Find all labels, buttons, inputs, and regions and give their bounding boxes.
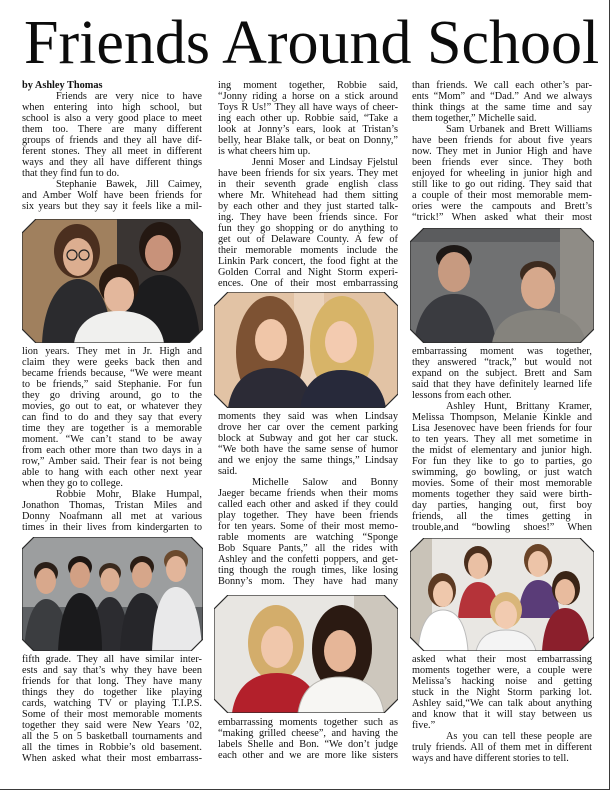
- article-text-line: they go driving around, go to the: [22, 390, 202, 401]
- article-text-line: and know that it will stay between us: [412, 709, 592, 720]
- article-text-line: Ashley and the confetti poppers, and get-: [218, 554, 398, 565]
- article-text-line: is what cheers him up.: [218, 146, 311, 157]
- column-3-text-bottom: [412, 654, 592, 764]
- article-text-line: to be friends,” said Stephanie. For fun: [22, 379, 202, 390]
- article-text-line: times in their lives from kindergarten to: [22, 522, 202, 533]
- headline: Friends Around School: [24, 9, 600, 77]
- article-text-line: each other and we are more like sisters: [218, 750, 398, 761]
- article-text-line: embarrassing moments together such as: [218, 717, 398, 728]
- article-text-line: moments together they said were birth-: [412, 489, 592, 500]
- article-text-line: ories were the campouts and Brett’s: [412, 201, 592, 212]
- article-text-line: Ashley said,“We can talk about anything: [412, 698, 592, 709]
- article-text-line: still like to go out riding. They said that: [412, 179, 592, 190]
- article-text-line: “making grilled cheese”, and having the: [218, 728, 398, 739]
- article-text-line: can find to do and they say that every: [22, 412, 202, 423]
- article-paragraph: [22, 489, 202, 533]
- article-text-line: Robbie Mohr, Blake Humpal,: [56, 489, 202, 500]
- article-text-line: claim they were geeks back then and: [22, 357, 202, 368]
- article-text-line: friends for that long. They have many: [22, 676, 202, 687]
- article-text-line: by each other and they just started talk-: [218, 201, 398, 212]
- article-text-line: six years but they say it feels like a mil-: [22, 201, 202, 212]
- column-2-text-middle: [218, 411, 398, 587]
- article-text-line: block at Subway and got her car stuck.: [218, 433, 398, 444]
- article-text-line: lessons from each other.: [412, 390, 512, 401]
- article-text-line: lion years. They met in Jr. High and: [22, 346, 202, 357]
- article-text-line: Donny Noafmann all met at various: [22, 511, 202, 522]
- article-text-line: all the 5 on 5 basketball tournaments and: [22, 731, 202, 742]
- article-text-line: where Mr. Whitehead had them sitting: [218, 190, 398, 201]
- article-text-line: ents “Mom” and “Dad.” And we always: [412, 91, 592, 102]
- article-text-line: them together,” Michelle said.: [412, 113, 537, 124]
- article-text-line: As you can tell these people are: [446, 731, 592, 742]
- article-text-line: swimming, go bowling, or just watch: [412, 467, 592, 478]
- column-3-text-middle: [412, 346, 592, 533]
- article-paragraph: [412, 124, 592, 223]
- article-text-line: ways and have different stories to tell.: [412, 753, 569, 764]
- article-paragraph: [22, 346, 202, 489]
- article-text-line: Golden Corral and Night Storm experi-: [218, 267, 398, 278]
- article-paragraph: [218, 717, 398, 761]
- photo-salow-jaeger: [214, 595, 398, 713]
- article-text-line: said that they have definitely learned life: [412, 379, 592, 390]
- article-text-line: ferent stones. They all meet in different: [22, 146, 202, 157]
- article-text-line: ests and say that’s why they have been: [22, 665, 202, 676]
- column-2-text-top: [218, 80, 398, 289]
- article-text-line: and Amber Wolf have been friends for: [22, 190, 202, 201]
- article-text-line: Jaeger became friends when their moms: [218, 488, 398, 499]
- article-paragraph: [218, 157, 398, 289]
- article-text-line: Linkin Park concert, the food fight at the: [218, 256, 398, 267]
- article-text-line: in their seventh grade english class: [218, 179, 398, 190]
- article-text-line: Jenni Moser and Lindsay Fjelstul: [252, 157, 398, 168]
- article-text-line: them too. There are many different: [22, 124, 202, 135]
- article-text-line: Lisa Jesenovec have been friends for four: [412, 423, 592, 434]
- article-text-line: able to hang with each other next year: [22, 467, 202, 478]
- article-text-line: Ashley Hunt, Brittany Kramer,: [446, 401, 592, 412]
- article-paragraph: [22, 91, 202, 179]
- article-text-line: drove her car over the cement parking: [218, 422, 398, 433]
- article-paragraph: [218, 477, 398, 587]
- article-text-line: ing. They have been friends since. For: [218, 212, 398, 223]
- column-1-text-bottom: [22, 654, 202, 764]
- column-2-text-bottom: [218, 717, 398, 761]
- article-text-line: have been friends for six years. They met: [218, 168, 398, 179]
- article-text-line: and we enjoy the same things,” Lindsay: [218, 455, 398, 466]
- article-text-line: ing moment together, Robbie said,: [218, 80, 398, 91]
- article-text-line: now. They met in Junior High and have: [412, 146, 592, 157]
- article-text-line: they answered “track,” but would not: [412, 357, 592, 368]
- article-text-line: asked what their most embarrassing: [412, 654, 592, 665]
- article-text-line: a couple of their most memorable mem-: [412, 190, 592, 201]
- article-paragraph: [412, 654, 592, 731]
- article-text-line: trouble,and “bowling shoes!” When: [412, 522, 592, 533]
- article-text-line: “trick!” When asked what their most: [412, 212, 592, 223]
- article-text-line: rable moments are watching “Sponge: [218, 532, 398, 543]
- article-text-line: for ten years. Some of their most memo-: [218, 521, 398, 532]
- article-text-line: Some of their most memorable moments: [22, 709, 202, 720]
- article-text-line: time they are together is a memorable: [22, 423, 202, 434]
- article-text-line: ting though the rough times, like losing: [218, 565, 398, 576]
- article-text-line: friends, all the times getting in: [412, 511, 592, 522]
- article-text-line: all the times in Robbie’s old basement.: [22, 742, 202, 753]
- article-text-line: cards, watching TV or playing T.I.P.S.: [22, 698, 202, 709]
- article-paragraph: [22, 654, 202, 764]
- article-text-line: groups of friends and they all have dif-: [22, 135, 202, 146]
- article-text-line: from each other more than two days in a: [22, 445, 202, 456]
- article-text-line: Stephanie Bawek, Jill Caimey,: [56, 179, 202, 190]
- article-paragraph: [412, 401, 592, 533]
- article-text-line: movies. Some of their most memorable: [412, 478, 592, 489]
- article-text-line: fifth grade. They all have similar inter-: [22, 654, 202, 665]
- article-text-line: things they do together like playing: [22, 687, 202, 698]
- column-1-text-middle: [22, 346, 202, 533]
- article-text-line: said.: [218, 466, 238, 477]
- article-text-line: moments together were, a couple were: [412, 665, 592, 676]
- article-text-line: when they go to college.: [22, 478, 123, 489]
- article-text-line: moment. “We can’t stand to be away: [22, 434, 202, 445]
- article-text-line: embarrassing moment was together,: [412, 346, 592, 357]
- article-text-line: enjoyed for wheeling in junior high and: [412, 168, 592, 179]
- article-text-line: get out of Delaware County. A few of: [218, 234, 398, 245]
- article-paragraph: [22, 179, 202, 212]
- article-text-line: truly friends. All of them met in different: [412, 742, 592, 753]
- column-3-text-top: [412, 80, 592, 223]
- article-text-line: called each other and asked if they could: [218, 499, 398, 510]
- article-text-line: movies, go out to eat, or whatever they: [22, 401, 202, 412]
- article-text-line: stuck in the Night Storm parking lot.: [412, 687, 592, 698]
- article-text-line: For fun they like to go to parties, go: [412, 456, 592, 467]
- article-text-line: “Jonny riding a horse on a stick around: [218, 91, 398, 102]
- column-1-text-top: [22, 80, 202, 212]
- article-text-line: became friends because, “We were meant: [22, 368, 202, 379]
- article-text-line: Bob Square Pants,” all the rides with: [218, 543, 398, 554]
- article-text-line: think things at the same time and say: [412, 102, 592, 113]
- article-text-line: Toys R Us!” They all have ways of cheer-: [218, 102, 398, 113]
- article-text-line: school is also a very good place to meet: [22, 113, 202, 124]
- article-text-line: Jonathon Thomas, Tristan Miles and: [22, 500, 202, 511]
- article-text-line: labels Shelle and Bon. “We don’t judge: [218, 739, 398, 750]
- article-text-line: to ten years. They all met sometime in: [412, 434, 592, 445]
- article-text-line: moments they said was when Lindsay: [218, 411, 398, 422]
- article-text-line: the midst of elementary and junior high.: [412, 445, 592, 456]
- article-text-line: “We both have the same sense of humor: [218, 444, 398, 455]
- photo-urbanek-williams: [410, 228, 594, 343]
- article-paragraph: [218, 411, 398, 477]
- article-text-line: ways and they all have different things: [22, 157, 202, 168]
- article-paragraph: [412, 80, 592, 124]
- article-paragraph: [412, 346, 592, 401]
- article-text-line: when entering into high school, but: [22, 102, 202, 113]
- article-text-line: day parties, hanging out, first boy: [412, 500, 592, 511]
- photo-hunt-kramer-thompson-kinkle-jesenovec: [410, 538, 594, 651]
- article-text-line: When asked what their most embarrass-: [22, 753, 202, 764]
- article-text-line: that they find fun to do.: [22, 168, 120, 179]
- article-text-line: Bonny’s mom. They have had many: [218, 576, 398, 587]
- article-text-line: fun they go shopping or do anything to: [218, 223, 398, 234]
- photo-bawek-caimey-wolf: [22, 219, 203, 343]
- article-text-line: ing each other up. Robbie said, “Take a: [218, 113, 398, 124]
- article-text-line: Michelle Salow and Bonny: [252, 477, 398, 488]
- article-text-line: belly, hear Blake talk, or beat on Donny,”: [218, 135, 398, 146]
- article-text-line: Melissa Thompson, Melanie Kinkle and: [412, 412, 592, 423]
- article-text-line: together they said were New Years ’02,: [22, 720, 202, 731]
- article-text-line: Friends are very nice to have: [56, 91, 202, 102]
- article-text-line: than friends. We call each other’s par-: [412, 80, 592, 91]
- article-paragraph: [218, 80, 398, 157]
- article-paragraph: [412, 731, 592, 764]
- article-text-line: expand on the subject. Brett and Sam: [412, 368, 592, 379]
- article-text-line: ences. One of their most embarrassing: [218, 278, 398, 289]
- article-text-line: their memorable moments include the: [218, 245, 398, 256]
- photo-mohr-humpal-thomas-miles-noafmann: [22, 537, 203, 651]
- photo-moser-fjelstul: [214, 292, 398, 408]
- article-text-line: row,” Amber said. Their fear is not being: [22, 456, 202, 467]
- byline: by Ashley Thomas: [22, 80, 103, 91]
- article-text-line: Sam Urbanek and Brett Williams: [446, 124, 592, 135]
- article-text-line: Melissa’s hacking noise and getting: [412, 676, 592, 687]
- article-text-line: have been friends for about five years: [412, 135, 592, 146]
- article-text-line: five.”: [412, 720, 436, 731]
- article-text-line: play together. They have been friends: [218, 510, 398, 521]
- article-text-line: been friends ever since. They both: [412, 157, 592, 168]
- article-text-line: look at Jonny’s ears, look at Tristan’s: [218, 124, 398, 135]
